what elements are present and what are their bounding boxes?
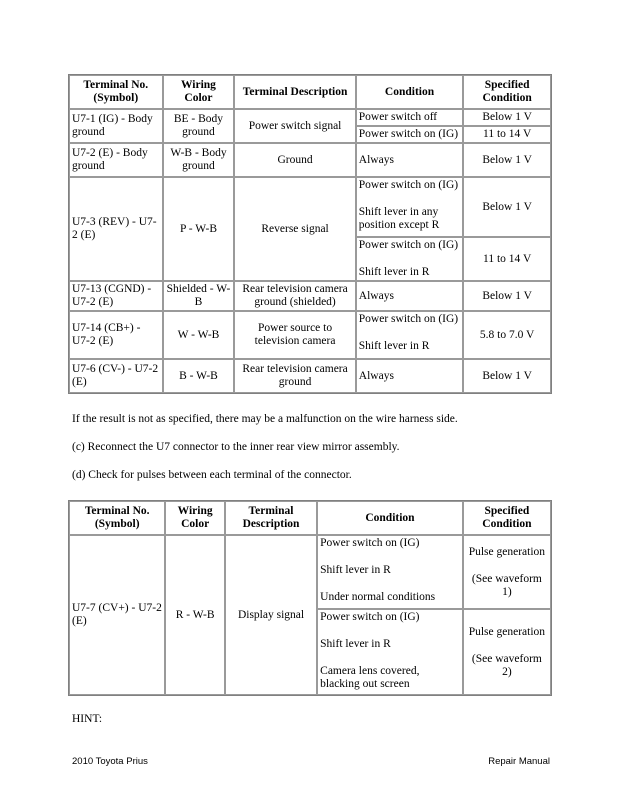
condition-line: Power switch on (IG): [358, 128, 459, 140]
terminal-spec-table-1: [68, 74, 552, 394]
description-cell: Reverse signal: [234, 177, 355, 281]
wiring-cell: Shielded - W-B: [163, 281, 235, 311]
wiring-cell: P - W-B: [163, 177, 235, 281]
spec-cell: Below 1 V: [463, 359, 551, 393]
spec-line: (See waveform 2): [471, 652, 542, 678]
terminal-cell: U7-3 (REV) - U7-2 (E): [69, 177, 163, 281]
condition-cell: [356, 359, 464, 393]
condition-cell: [317, 609, 463, 695]
condition-line: Power switch on (IG): [358, 239, 459, 251]
condition-line: Power switch on (IG): [358, 179, 459, 191]
table-header-row: [69, 75, 551, 109]
condition-cell: [356, 109, 464, 126]
table-row: [69, 109, 551, 126]
condition-line: Camera lens covered, blacking out screen: [320, 665, 420, 690]
terminal-cell: U7-13 (CGND) - U7-2 (E): [69, 281, 163, 311]
table-header-row: [69, 501, 551, 535]
condition-line: Power switch off: [358, 111, 438, 123]
header-description: Terminal Description: [234, 75, 355, 109]
spec-line: Pulse generation: [468, 545, 546, 558]
result-note: If the result is not as specified, there may be a malfunction on the wire harness side.: [72, 413, 458, 425]
wiring-cell: W-B - Body ground: [163, 143, 235, 177]
table-row: [69, 311, 551, 359]
terminal-spec-table-2: [68, 500, 552, 696]
condition-line: Shift lever in R: [358, 340, 430, 352]
description-cell: Rear television camera ground: [234, 359, 355, 393]
condition-line: Power switch on (IG): [320, 611, 420, 623]
header-spec: Specified Condition: [463, 501, 551, 535]
table-row: [69, 177, 551, 237]
spec-cell: Below 1 V: [463, 177, 551, 237]
condition-line: Shift lever in R: [320, 564, 391, 576]
spec-line: (See waveform 1): [471, 572, 542, 598]
wiring-cell: B - W-B: [163, 359, 235, 393]
terminal-cell: U7-6 (CV-) - U7-2 (E): [69, 359, 163, 393]
condition-line: Under normal conditions: [320, 591, 436, 603]
wiring-cell: BE - Body ground: [163, 109, 235, 143]
condition-line: Shift lever in R: [320, 638, 391, 650]
terminal-cell: U7-2 (E) - Body ground: [69, 143, 163, 177]
step-c: (c) Reconnect the U7 connector to the inner rear view mirror assembly.: [72, 441, 400, 453]
terminal-cell: U7-1 (IG) - Body ground: [69, 109, 163, 143]
condition-cell: [356, 126, 464, 143]
header-description: Terminal Description: [225, 501, 317, 535]
description-cell: Rear television camera ground (shielded): [234, 281, 355, 311]
condition-cell: [356, 311, 464, 359]
condition-line: Shift lever in any position except R: [358, 206, 440, 231]
hint-label: HINT:: [72, 713, 103, 725]
table-row: [69, 281, 551, 311]
condition-cell: [356, 143, 464, 177]
spec-cell: 5.8 to 7.0 V: [463, 311, 551, 359]
condition-line: Shift lever in R: [358, 266, 430, 278]
header-terminal: Terminal No. (Symbol): [69, 75, 163, 109]
spec-cell: 11 to 14 V: [463, 126, 551, 143]
spec-cell: Below 1 V: [463, 143, 551, 177]
terminal-cell: U7-14 (CB+) - U7-2 (E): [69, 311, 163, 359]
header-condition: Condition: [317, 501, 463, 535]
spec-line: Pulse generation: [468, 625, 546, 638]
condition-cell: [356, 177, 464, 237]
condition-line: Always: [358, 289, 394, 302]
header-terminal: Terminal No. (Symbol): [69, 501, 165, 535]
header-condition: Condition: [356, 75, 464, 109]
spec-cell: 11 to 14 V: [463, 237, 551, 281]
condition-line: Power switch on (IG): [320, 537, 420, 549]
table-row: [69, 535, 551, 609]
description-cell: Ground: [234, 143, 355, 177]
step-d: (d) Check for pulses between each terminal of the connector.: [72, 469, 352, 481]
header-wiring: Wiring Color: [163, 75, 235, 109]
condition-line: Power switch on (IG): [358, 313, 459, 325]
condition-line: Always: [358, 153, 394, 166]
description-cell: Power source to television camera: [234, 311, 355, 359]
table-row: [69, 143, 551, 177]
header-wiring: Wiring Color: [165, 501, 224, 535]
spec-cell: [463, 535, 551, 609]
condition-cell: [356, 281, 464, 311]
footer-title: 2010 Toyota Prius: [72, 756, 148, 767]
condition-cell: [317, 535, 463, 609]
table-row: [69, 359, 551, 393]
condition-line: Always: [358, 369, 394, 382]
footer-manual: Repair Manual: [488, 756, 550, 767]
description-cell: Display signal: [225, 535, 317, 695]
header-spec: Specified Condition: [463, 75, 551, 109]
spec-cell: Below 1 V: [463, 109, 551, 126]
spec-cell: Below 1 V: [463, 281, 551, 311]
condition-cell: [356, 237, 464, 281]
terminal-cell: U7-7 (CV+) - U7-2 (E): [69, 535, 165, 695]
spec-cell: [463, 609, 551, 695]
wiring-cell: R - W-B: [165, 535, 224, 695]
description-cell: Power switch signal: [234, 109, 355, 143]
wiring-cell: W - W-B: [163, 311, 235, 359]
